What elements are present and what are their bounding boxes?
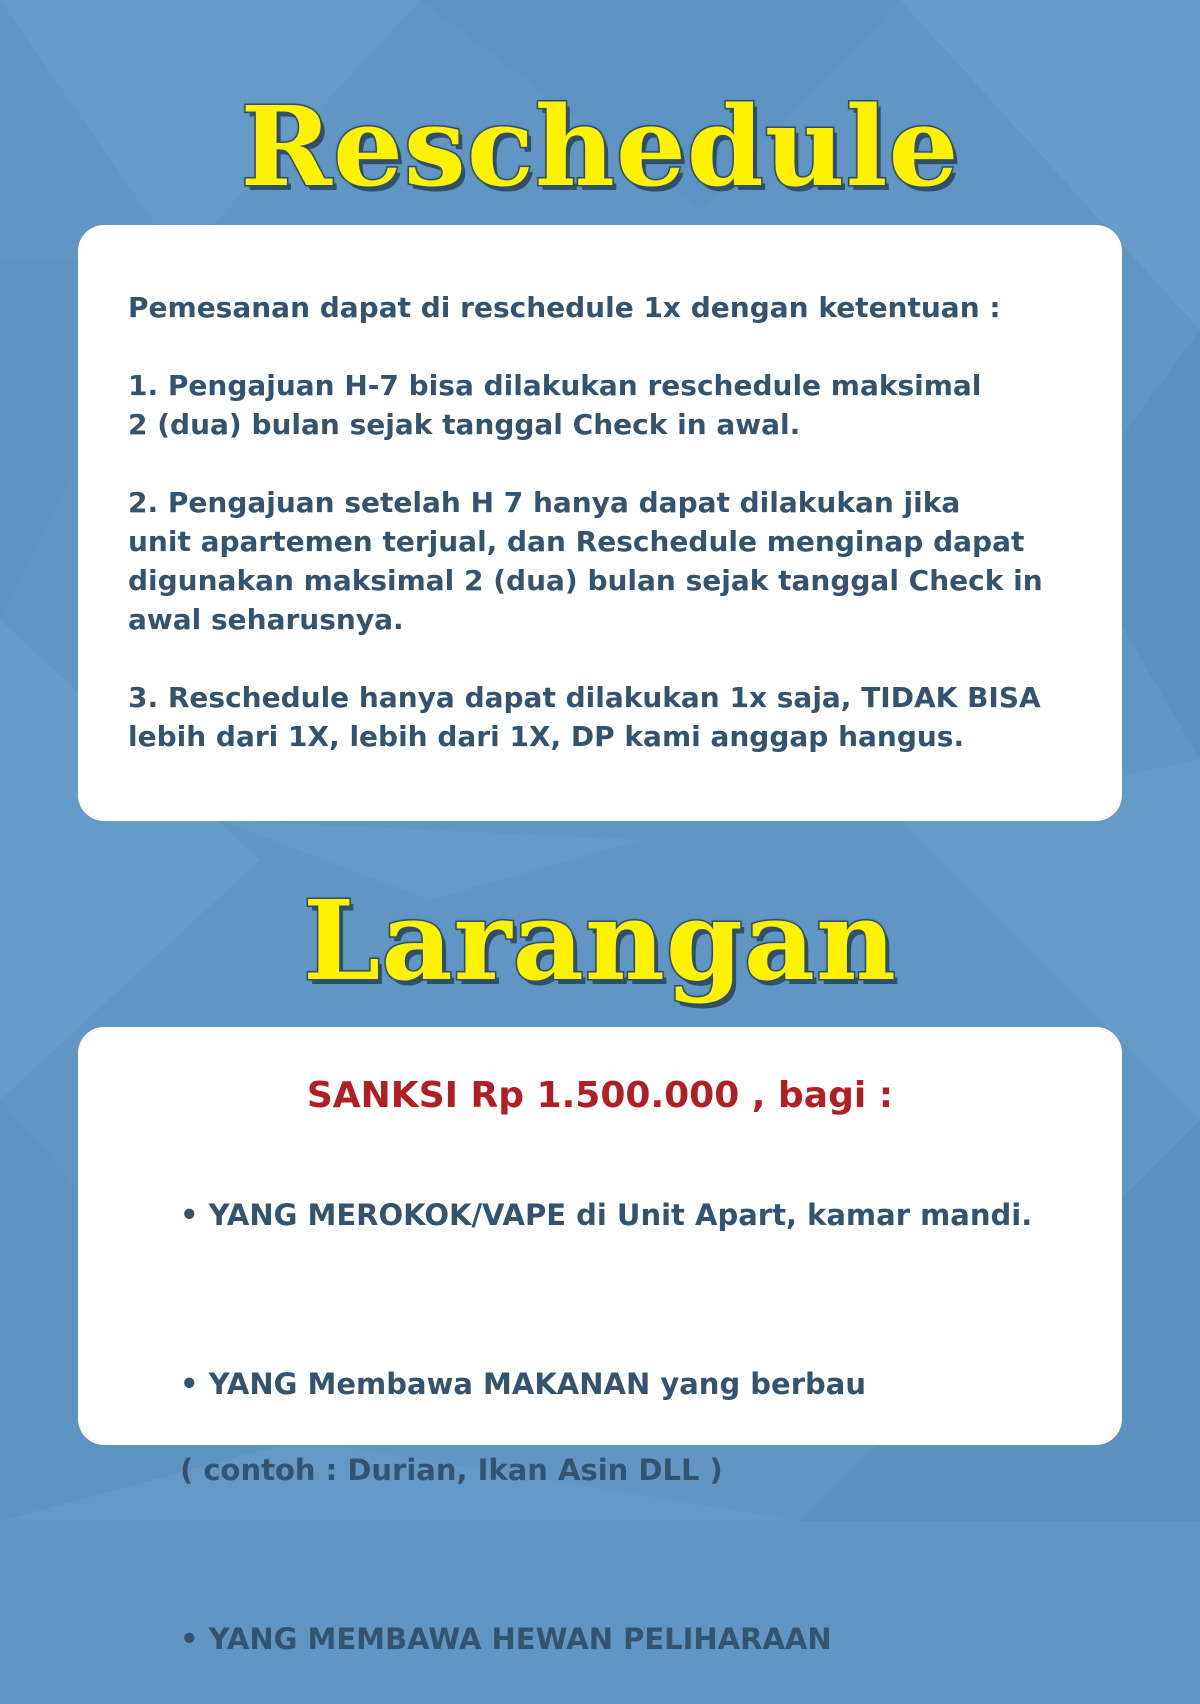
rule-line: 3. Reschedule hanya dapat dilakukan 1x saja, TIDAK BISA — [128, 681, 1041, 714]
larangan-card — [78, 1027, 1122, 1656]
bullet-icon: • — [180, 1198, 199, 1232]
reschedule-rule-3 — [128, 678, 1092, 756]
rule-line: 2. Pengajuan setelah H 7 hanya dapat dilakukan jika — [128, 486, 961, 519]
item-text: YANG MEMBAWA HEWAN PELIHARAAN — [208, 1622, 832, 1656]
bullet-icon: • — [180, 1622, 199, 1656]
rule-line: 2 (dua) bulan sejak tanggal Check in awal. — [128, 408, 801, 441]
rule-line: unit apartemen terjual, dan Reschedule menginap dapat — [128, 525, 1025, 558]
item-text: YANG MEROKOK/VAPE di Unit Apart, kamar mandi. — [208, 1198, 1033, 1232]
list-item — [180, 1320, 1110, 1535]
rule-line: 1. Pengajuan H-7 bisa dilakukan reschedule maksimal — [128, 369, 982, 402]
sanction-heading: SANKSI Rp 1.500.000 , bagi : — [306, 1075, 894, 1116]
rule-line: lebih dari 1X, lebih dari 1X, DP kami anggap hangus. — [128, 720, 965, 753]
item-line — [180, 1363, 1110, 1406]
prohibition-list — [180, 1151, 1110, 1704]
rule-line: digunakan maksimal 2 (dua) bulan sejak tanggal Check in — [128, 564, 1043, 597]
reschedule-card — [78, 225, 1122, 821]
item-line — [180, 1194, 1110, 1237]
item-text: YANG Membawa MAKANAN yang berbau — [208, 1367, 866, 1401]
reschedule-title: Reschedule — [240, 82, 960, 211]
larangan-title: Larangan — [303, 876, 897, 1005]
list-item — [180, 1151, 1110, 1280]
bullet-icon: • — [180, 1367, 199, 1401]
reschedule-intro: Pemesanan dapat di reschedule 1x dengan ketentuan : — [128, 291, 1001, 324]
reschedule-rule-2 — [128, 483, 1092, 639]
rule-line: awal seharusnya. — [128, 603, 404, 636]
reschedule-rule-1 — [128, 366, 1092, 444]
item-line-continued: ( contoh : Durian, Ikan Asin DLL ) — [180, 1453, 723, 1487]
item-line — [180, 1618, 1110, 1661]
list-item — [180, 1575, 1110, 1704]
